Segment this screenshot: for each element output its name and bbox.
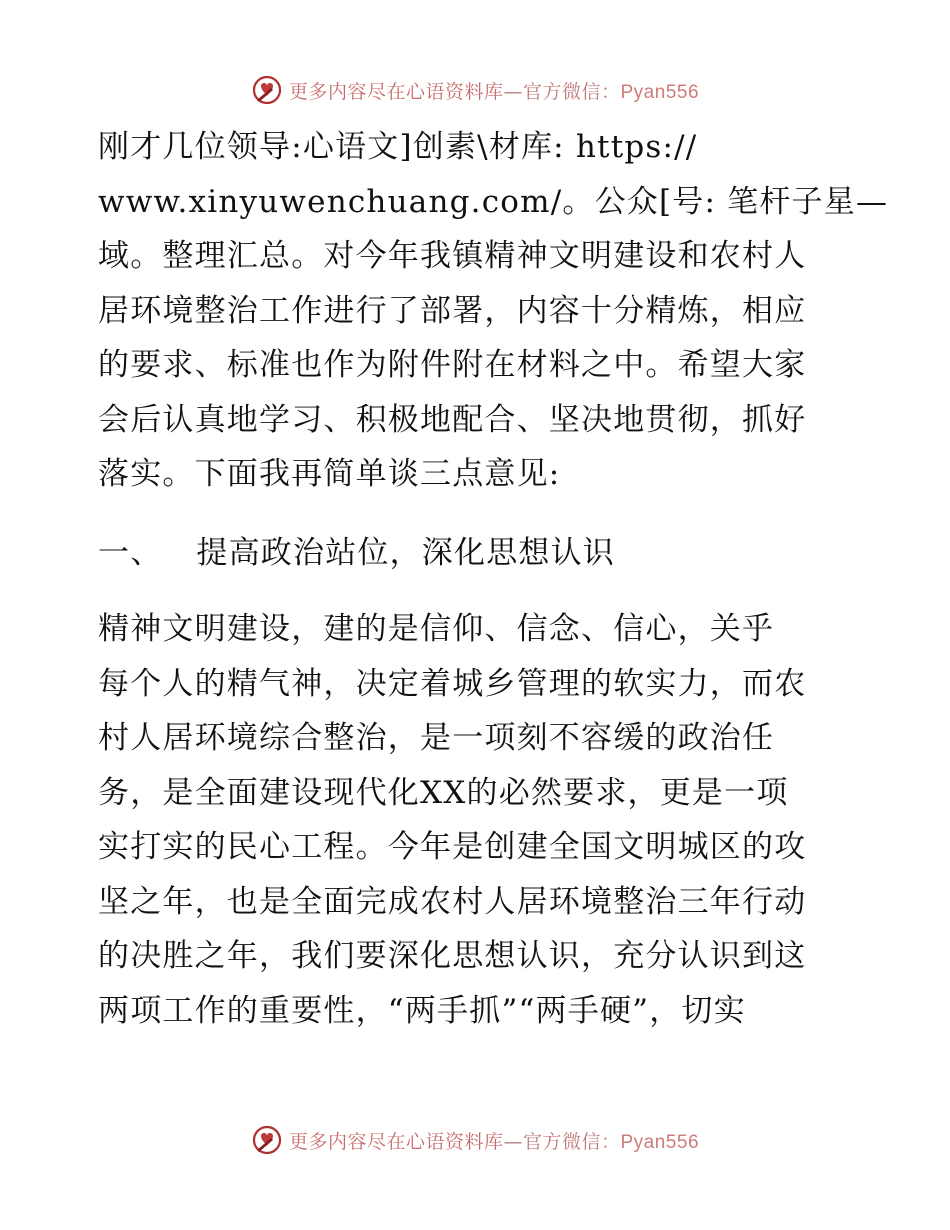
text-line: 居环境整治工作进行了部署，内容十分精炼，相应 xyxy=(98,292,807,329)
section-number: 一、 xyxy=(98,534,163,571)
heart-pen-logo-icon xyxy=(251,1124,283,1156)
text-line: 刚才几位领导:心语文]创素\材库: https:// xyxy=(98,129,698,165)
text-line: 的决胜之年，我们要深化思想认识，充分认识到这 xyxy=(98,938,807,974)
header-watermark-banner xyxy=(0,70,950,110)
watermark-text xyxy=(289,1127,699,1154)
text-line: www.xinyuwenchuang.com/。公众[号: 笔杆子星— xyxy=(98,183,889,220)
footer-watermark-banner xyxy=(0,1120,950,1160)
text-line: 务，是全面建设现代化XX的必然要求，更是一项 xyxy=(98,774,789,811)
watermark-wechat-id: Pyan556 xyxy=(620,1131,700,1153)
text-line: 精神文明建设，建的是信仰、信念、信心，关乎 xyxy=(98,611,775,647)
watermark-text xyxy=(289,77,699,104)
text-line: 每个人的精气神，决定着城乡管理的软实力，而农 xyxy=(98,665,807,702)
text-line: 会后认真地学习、积极地配合、坚决地贯彻，抓好 xyxy=(98,401,807,438)
watermark-site-text: 更多内容尽在心语资料库 xyxy=(288,80,504,103)
paragraph-section-1 xyxy=(98,602,858,1038)
watermark-site-text: 更多内容尽在心语资料库 xyxy=(288,1130,504,1153)
watermark-wechat-label: 官方微信： xyxy=(522,1130,621,1153)
text-line: 村人居环境综合整治，是一项刻不容缓的政治任 xyxy=(98,720,775,756)
paragraph-intro xyxy=(98,120,889,502)
heart-pen-logo-icon xyxy=(251,74,283,106)
section-title: 提高政治站位，深化思想认识 xyxy=(196,534,616,571)
section-heading-1 xyxy=(98,526,858,581)
text-line: 坚之年，也是全面完成农村人居环境整治三年行动 xyxy=(98,883,807,920)
watermark-wechat-label: 官方微信： xyxy=(522,80,621,103)
text-line: 两项工作的重要性，“两手抓”“两手硬”，切实 xyxy=(98,992,746,1029)
watermark-separator: — xyxy=(503,80,523,103)
text-line: 实打实的民心工程。今年是创建全国文明城区的攻 xyxy=(98,829,807,865)
watermark-separator: — xyxy=(503,1130,523,1153)
text-line: 的要求、标准也作为附件附在材料之中。希望大家 xyxy=(98,347,807,383)
text-line: 域。整理汇总。对今年我镇精神文明建设和农村人 xyxy=(98,238,807,274)
text-line: 落实。下面我再简单谈三点意见: xyxy=(98,456,561,492)
watermark-wechat-id: Pyan556 xyxy=(620,81,700,103)
document-body xyxy=(98,120,889,1038)
